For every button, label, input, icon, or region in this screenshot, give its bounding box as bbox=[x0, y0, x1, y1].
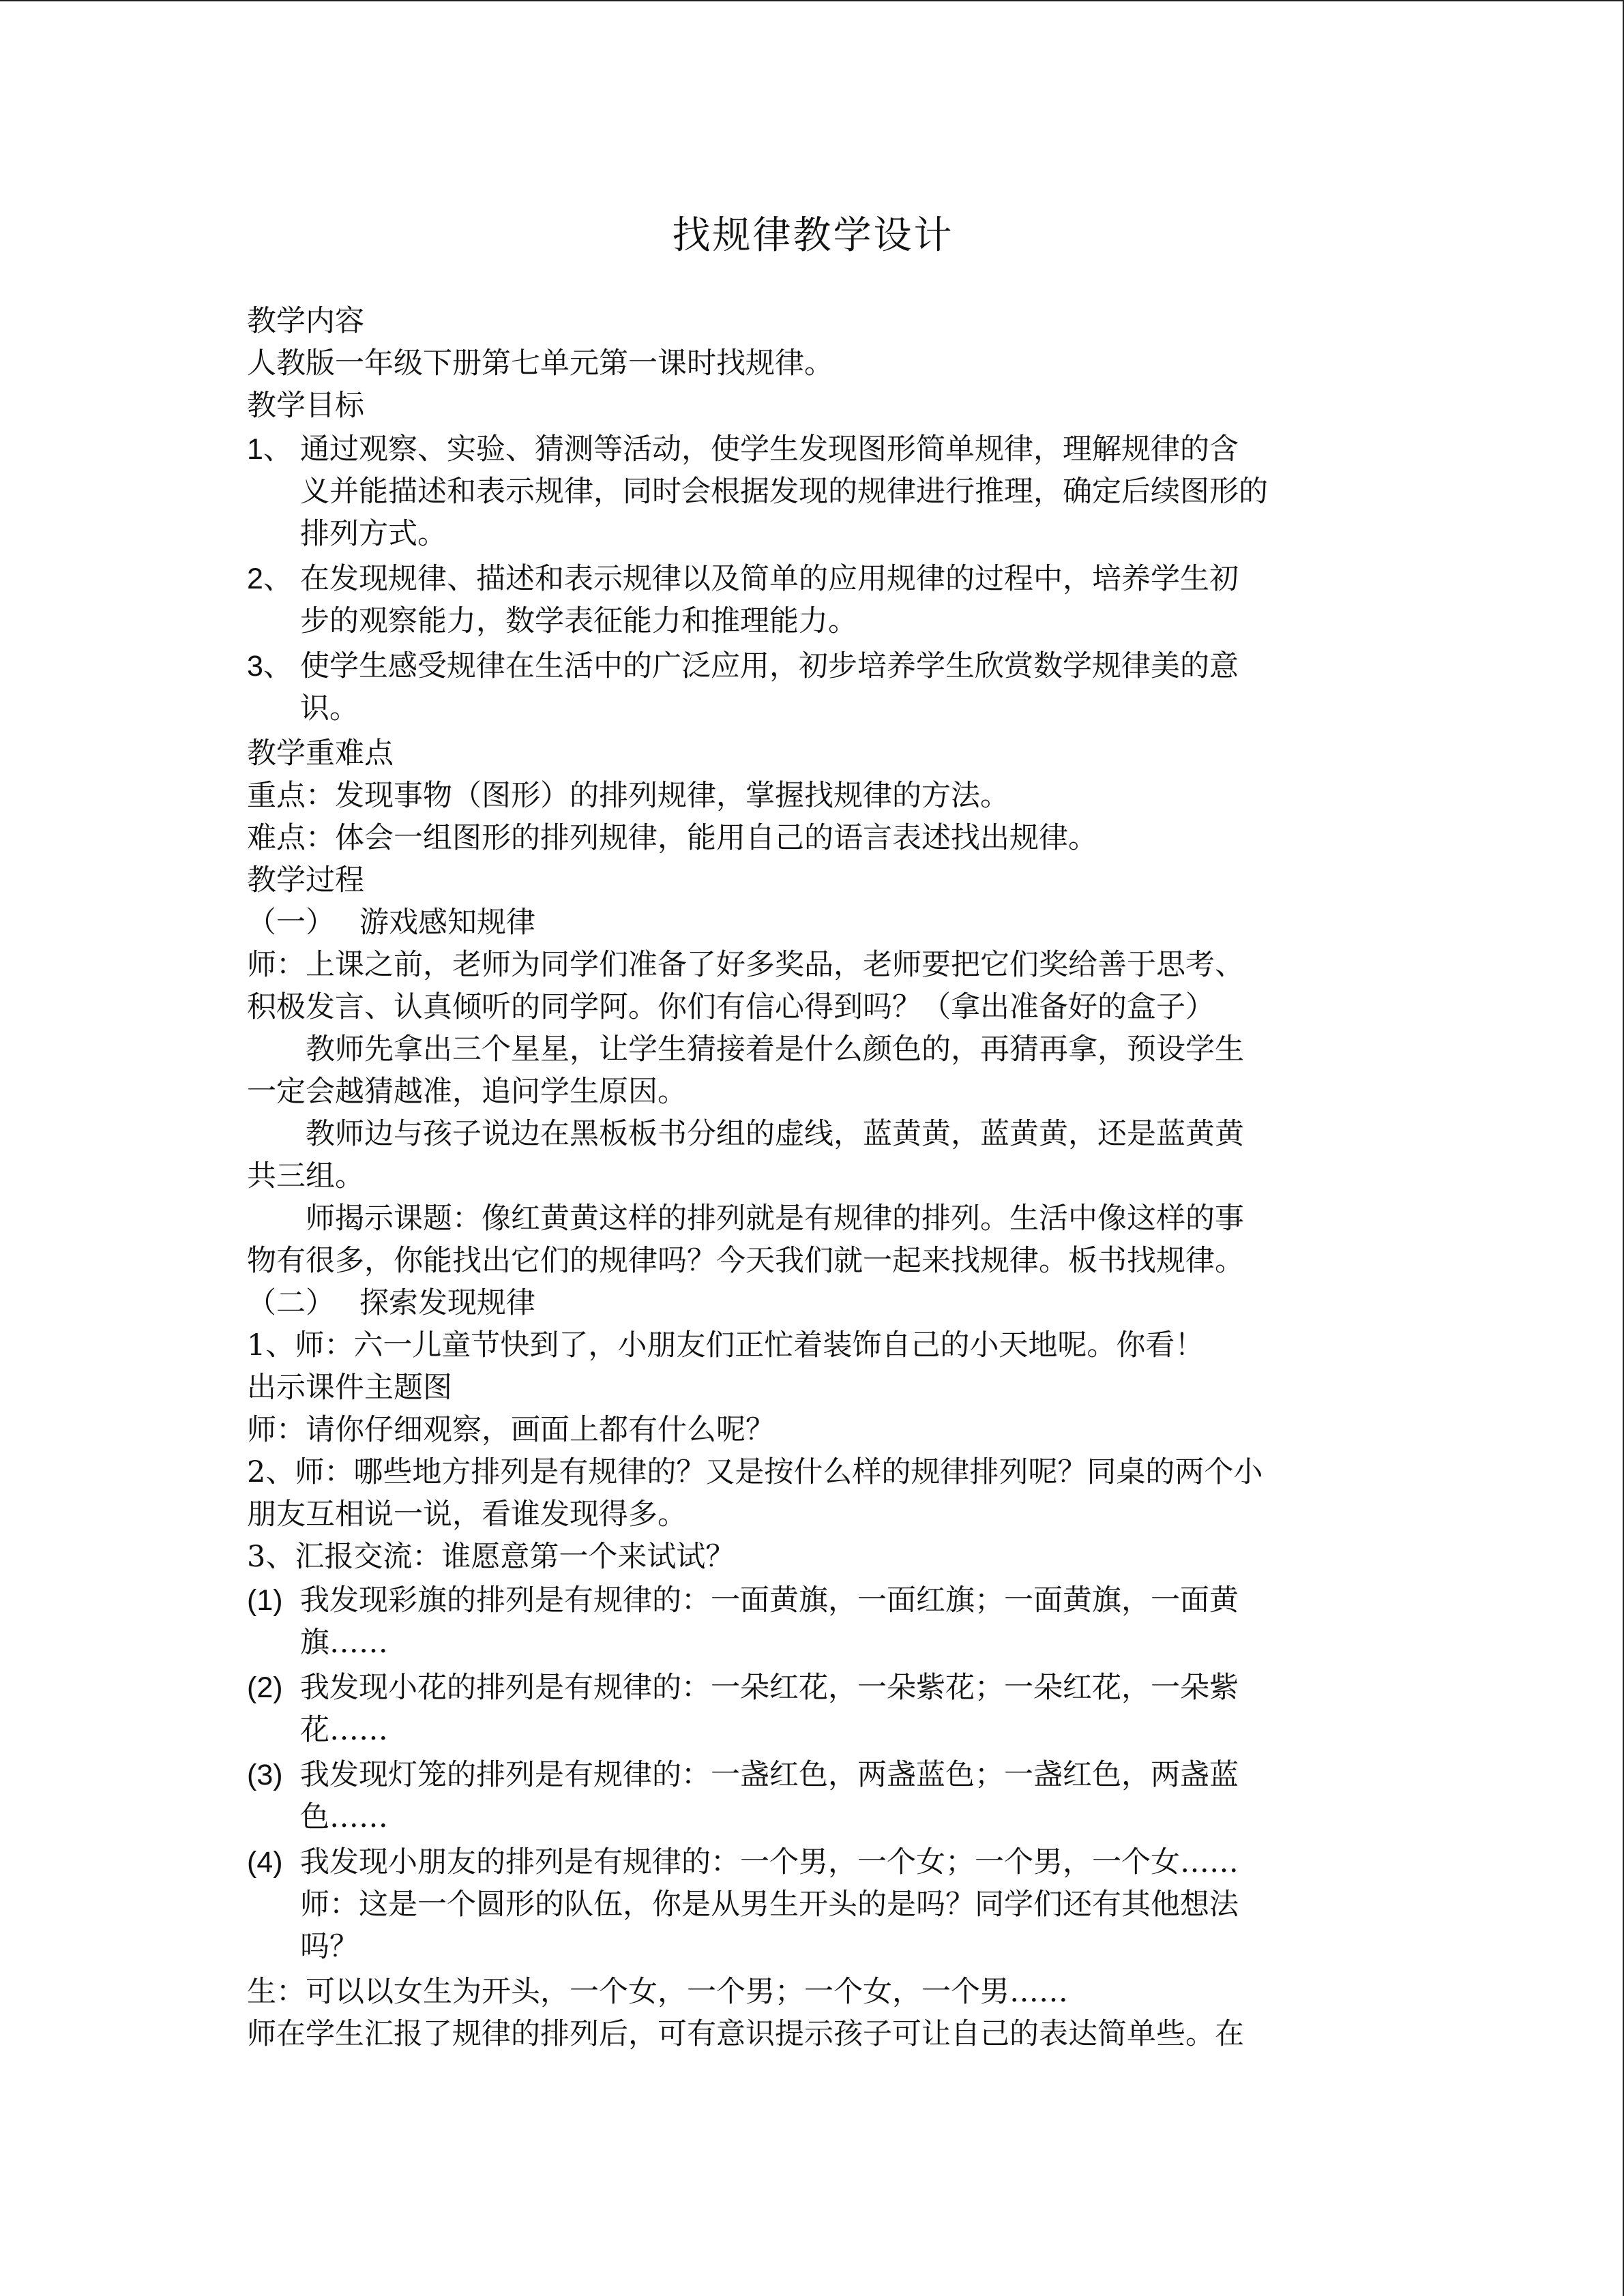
paragraph-line: 积极发言、认真倾听的同学阿。你们有信心得到吗？（拿出准备好的盒子） bbox=[247, 990, 1215, 1024]
report-line: 我发现灯笼的排列是有规律的：一盏红色，两盏蓝色；一盏红色，两盏蓝 bbox=[300, 1758, 1239, 1792]
document-title: 找规律教学设计 bbox=[672, 213, 954, 258]
part-1-paragraph-4 bbox=[247, 1197, 1379, 1282]
report-item-2 bbox=[247, 1667, 1379, 1751]
hard-point: 难点：体会一组图形的排列规律，能用自己的语言表述找出规律。 bbox=[247, 821, 1097, 855]
goal-label: 3、 bbox=[247, 650, 293, 683]
paragraph-line: 共三组。 bbox=[247, 1159, 364, 1193]
report-item-1 bbox=[247, 1579, 1379, 1664]
paragraph-line: 师揭示课题：像红黄黄这样的排列就是有规律的排列。生活中像这样的事 bbox=[306, 1202, 1244, 1236]
part-1-paragraph-2 bbox=[247, 1028, 1379, 1113]
paragraph-line: 教师边与孩子说边在黑板板书分组的虚线，蓝黄黄，蓝黄黄，还是蓝黄黄 bbox=[306, 1117, 1244, 1151]
part-2-heading bbox=[247, 1282, 1379, 1324]
part-2-line-5: 3、汇报交流：谁愿意第一个来试试？ bbox=[247, 1540, 735, 1574]
document-page bbox=[247, 205, 1379, 2055]
student-line: 生：可以以女生为开头，一个女，一个男；一个女，一个男…… bbox=[247, 1975, 1068, 2009]
paragraph-line: 教师先拿出三个星星，让学生猜接着是什么颜色的，再猜再拿，预设学生 bbox=[306, 1032, 1244, 1067]
section-heading-difficulty: 教学重难点 bbox=[247, 736, 394, 771]
goal-line: 识。 bbox=[300, 691, 359, 726]
paragraph-line: 物有很多，你能找出它们的规律吗？今天我们就一起来找规律。板书找规律。 bbox=[247, 1244, 1244, 1278]
goal-line: 排列方式。 bbox=[300, 517, 447, 551]
goal-item-1 bbox=[247, 428, 1379, 555]
report-line: 我发现小朋友的排列是有规律的：一个男，一个女；一个男，一个女…… bbox=[300, 1845, 1239, 1879]
goal-label: 2、 bbox=[247, 563, 293, 595]
report-label: (1) bbox=[247, 1584, 283, 1617]
part-2-line-4 bbox=[247, 1451, 1379, 1536]
part-1-title: 游戏感知规律 bbox=[359, 906, 535, 940]
report-line: 色…… bbox=[300, 1800, 388, 1834]
report-label: (4) bbox=[247, 1846, 283, 1879]
page-border-top bbox=[0, 0, 1624, 1]
goal-line: 在发现规律、描述和表示规律以及简单的应用规律的过程中，培养学生初 bbox=[300, 562, 1239, 596]
part-2-line-2: 出示课件主题图 bbox=[247, 1371, 452, 1405]
goal-line: 义并能描述和表示规律，同时会根据发现的规律进行推理，确定后续图形的 bbox=[300, 475, 1268, 509]
report-line: 师：这是一个圆形的队伍，你是从男生开头的是吗？同学们还有其他想法 bbox=[300, 1888, 1239, 1922]
paragraph-line: 师：上课之前，老师为同学们准备了好多奖品，老师要把它们奖给善于思考、 bbox=[247, 948, 1244, 982]
paragraph-line: 2、师：哪些地方排列是有规律的？又是按什么样的规律排列呢？同桌的两个小 bbox=[247, 1455, 1263, 1489]
part-2-title: 探索发现规律 bbox=[359, 1286, 535, 1320]
part-1-paragraph-1 bbox=[247, 944, 1379, 1028]
paragraph-line: 朋友互相说一说，看谁发现得多。 bbox=[247, 1497, 687, 1532]
part-2-line-1: 1、师：六一儿童节快到了，小朋友们正忙着装饰自己的小天地呢。你看！ bbox=[247, 1328, 1205, 1362]
goal-line: 使学生感受规律在生活中的广泛应用，初步培养学生欣赏数学规律美的意 bbox=[300, 649, 1239, 683]
goal-line: 步的观察能力，数学表征能力和推理能力。 bbox=[300, 604, 857, 638]
paragraph-line: 一定会越猜越准，追问学生原因。 bbox=[247, 1075, 687, 1109]
section-heading-goals: 教学目标 bbox=[247, 389, 364, 423]
section-heading-content: 教学内容 bbox=[247, 304, 364, 338]
goal-label: 1、 bbox=[247, 433, 293, 466]
report-item-3 bbox=[247, 1754, 1379, 1838]
part-1-label: （一） bbox=[247, 906, 335, 940]
report-line: 吗？ bbox=[300, 1930, 359, 1964]
report-line: 我发现彩旗的排列是有规律的：一面黄旗，一面红旗；一面黄旗，一面黄 bbox=[300, 1583, 1239, 1617]
part-1-heading bbox=[247, 901, 1379, 944]
report-label: (3) bbox=[247, 1759, 283, 1791]
report-label: (2) bbox=[247, 1671, 283, 1704]
content-text: 人教版一年级下册第七单元第一课时找规律。 bbox=[247, 346, 833, 381]
part-1-paragraph-3 bbox=[247, 1113, 1379, 1197]
part-2-label: （二） bbox=[247, 1286, 335, 1320]
section-heading-process: 教学过程 bbox=[247, 863, 364, 897]
report-item-4 bbox=[247, 1841, 1379, 1968]
report-line: 我发现小花的排列是有规律的：一朵红花，一朵紫花；一朵红花，一朵紫 bbox=[300, 1671, 1239, 1705]
teacher-line: 师在学生汇报了规律的排列后，可有意识提示孩子可让自己的表达简单些。在 bbox=[247, 2017, 1244, 2051]
report-line: 花…… bbox=[300, 1713, 388, 1747]
part-2-line-3: 师：请你仔细观察，画面上都有什么呢？ bbox=[247, 1413, 775, 1447]
goal-item-2 bbox=[247, 558, 1379, 642]
goal-line: 通过观察、实验、猜测等活动，使学生发现图形简单规律，理解规律的含 bbox=[300, 432, 1239, 466]
goal-item-3 bbox=[247, 645, 1379, 730]
key-point: 重点：发现事物（图形）的排列规律，掌握找规律的方法。 bbox=[247, 779, 1009, 813]
report-line: 旗…… bbox=[300, 1626, 388, 1660]
